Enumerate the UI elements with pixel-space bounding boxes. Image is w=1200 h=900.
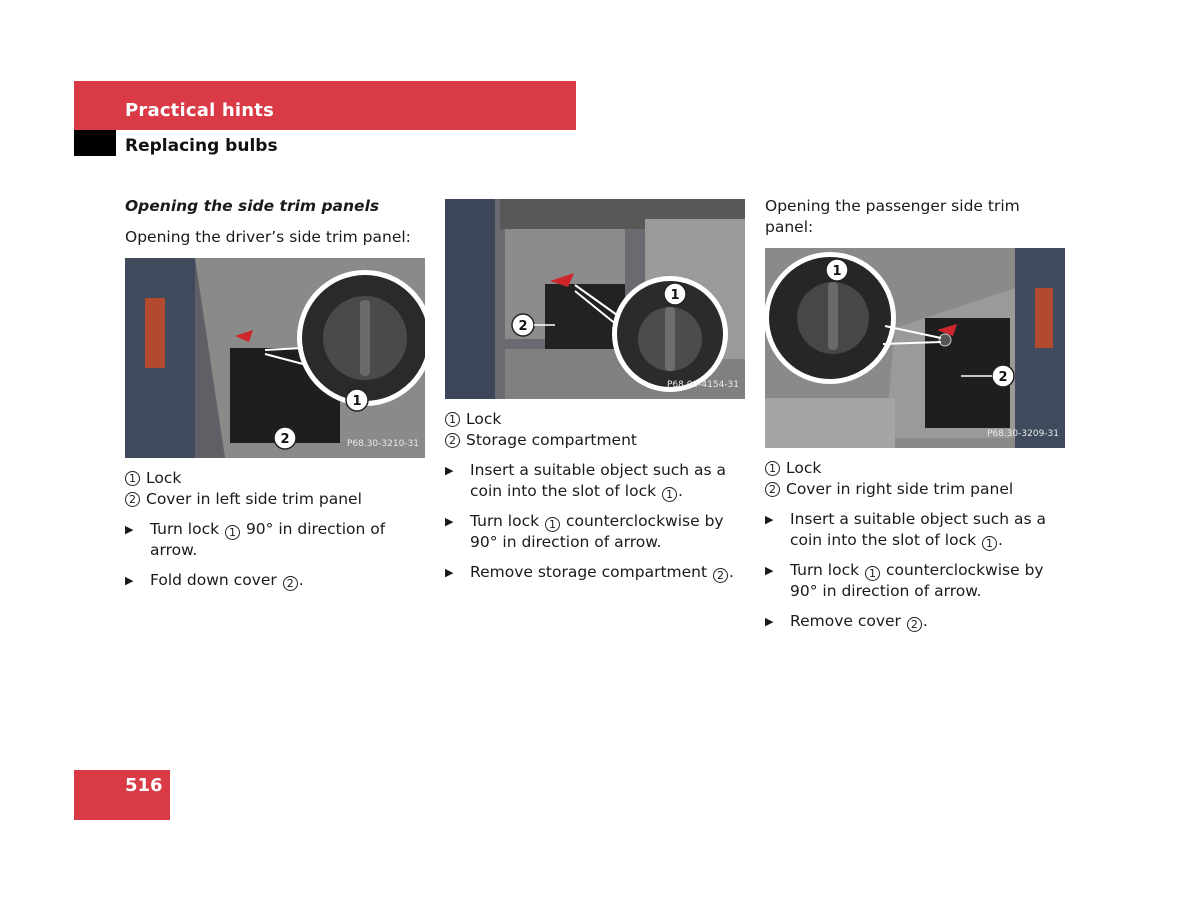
callout-number: 1 [982, 536, 997, 551]
step-text: . [298, 571, 304, 589]
step-text: Turn lock [790, 561, 865, 579]
page-number: 516 [125, 775, 163, 796]
legend-item [765, 479, 1067, 500]
svg-text:2: 2 [518, 319, 528, 334]
bullet-triangle-icon: ▶ [765, 615, 774, 628]
svg-text:2: 2 [998, 370, 1008, 385]
svg-text:1: 1 [832, 264, 842, 279]
callout-number: 1 [225, 525, 240, 540]
svg-text:2: 2 [280, 432, 290, 447]
instruction-steps [125, 519, 427, 591]
instruction-step [445, 562, 747, 583]
cargo-area-illustration [445, 199, 745, 399]
step-text: . [998, 531, 1003, 549]
bullet-triangle-icon: ▶ [445, 464, 454, 477]
legend-label: Cover in right side trim panel [786, 480, 1014, 498]
legend-label: Lock [466, 410, 502, 428]
legend-label: Lock [146, 469, 182, 487]
instruction-step [125, 519, 427, 561]
intro-text: Opening the driver’s side trim panel: [125, 228, 411, 246]
legend-item [125, 468, 427, 489]
legend [445, 409, 747, 451]
passenger-side-trim-photo [765, 248, 1065, 448]
legend-item [125, 489, 427, 510]
step-text: Insert a suitable object such as a coin into the slot of lock [470, 461, 727, 500]
legend [765, 458, 1067, 500]
instruction-step [765, 560, 1067, 602]
legend-label: Lock [786, 459, 822, 477]
legend-item [445, 409, 747, 430]
callout-number: 2 [907, 617, 922, 632]
bullet-triangle-icon: ▶ [445, 515, 454, 528]
step-text: Remove cover [790, 612, 906, 630]
column-passenger-side [765, 196, 1067, 641]
callout-number: 2 [125, 492, 140, 507]
instruction-steps [765, 509, 1067, 632]
instruction-steps [445, 460, 747, 583]
subsection-marker [74, 130, 116, 156]
intro-text: Opening the passenger side trim panel: [765, 197, 1020, 236]
instruction-step [765, 509, 1067, 551]
column-storage [445, 199, 747, 592]
legend-item [765, 458, 1067, 479]
callout-number: 2 [713, 568, 728, 583]
callout-number: 1 [445, 412, 460, 427]
legend [125, 468, 427, 510]
step-text: Remove storage compartment [470, 563, 712, 581]
bullet-triangle-icon: ▶ [765, 564, 774, 577]
column-driver-side [125, 196, 427, 600]
step-text: Turn lock [150, 520, 225, 538]
callout-number: 2 [283, 576, 298, 591]
storage-compartment-photo [445, 199, 745, 399]
callout-number: 1 [125, 471, 140, 486]
step-text: counterclockwise by 90° in direction of arrow. [470, 512, 724, 551]
instruction-step [445, 511, 747, 553]
figure-code: P68.00-4154-31 [666, 380, 739, 390]
svg-text:1: 1 [670, 288, 680, 303]
figure-code: P68.30-3210-31 [346, 439, 419, 449]
section-title: Practical hints [125, 100, 275, 121]
step-text: . [922, 612, 928, 630]
step-text: Insert a suitable object such as a coin into the slot of lock [790, 510, 1047, 549]
callout-number: 1 [545, 517, 560, 532]
subsection-title: Replacing bulbs [125, 136, 278, 156]
bullet-triangle-icon: ▶ [125, 523, 134, 536]
callout-number: 1 [662, 487, 677, 502]
legend-label: Storage compartment [466, 431, 637, 449]
column-heading: Opening the side trim panels [125, 197, 380, 215]
figure-code: P68.30-3209-31 [986, 429, 1059, 439]
callout-number: 2 [765, 482, 780, 497]
instruction-step [765, 611, 1067, 632]
legend-label: Cover in left side trim panel [146, 490, 362, 508]
svg-text:1: 1 [352, 394, 362, 409]
step-text: 90° in direction of arrow. [150, 520, 386, 559]
step-text: . [678, 482, 683, 500]
step-text: counterclockwise by 90° in direction of arrow. [790, 561, 1044, 600]
callout-number: 1 [865, 566, 880, 581]
bullet-triangle-icon: ▶ [125, 574, 134, 587]
callout-number: 1 [765, 461, 780, 476]
step-text: . [729, 563, 734, 581]
instruction-step [125, 570, 427, 591]
legend-item [445, 430, 747, 451]
step-text: Fold down cover [150, 571, 282, 589]
cargo-area-illustration [765, 248, 1065, 448]
bullet-triangle-icon: ▶ [445, 566, 454, 579]
instruction-step [445, 460, 747, 502]
driver-side-trim-photo [125, 258, 425, 458]
callout-number: 2 [445, 433, 460, 448]
bullet-triangle-icon: ▶ [765, 513, 774, 526]
cargo-area-illustration [125, 258, 425, 458]
step-text: Turn lock [470, 512, 545, 530]
